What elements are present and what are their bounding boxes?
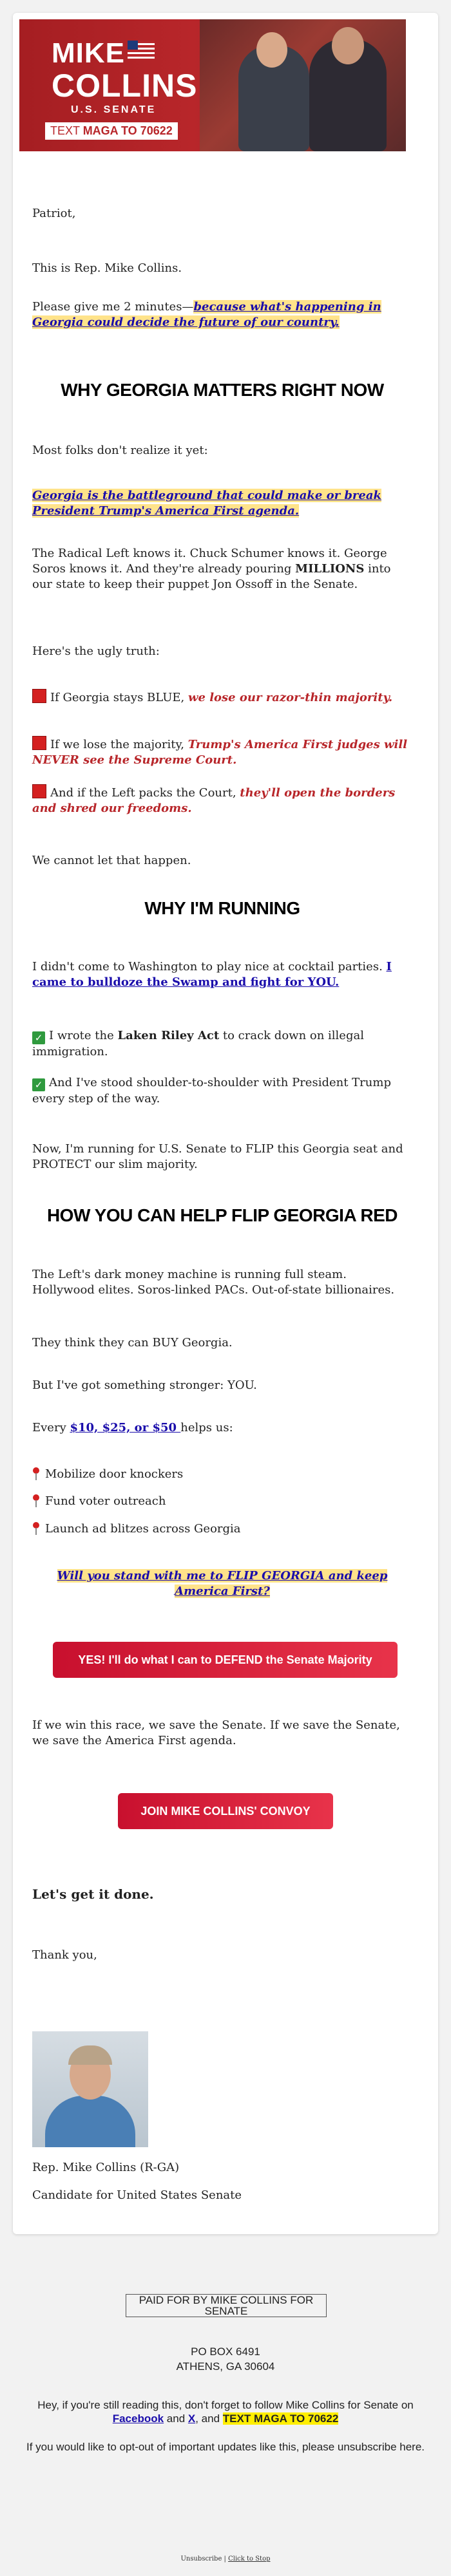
paragraph-13: If we win this race, we save the Senate. If we save the Senate, we save the America First agenda. bbox=[32, 1718, 400, 1747]
truth-item-2: If we lose the majority, Trump's America First judges will NEVER see the Supreme Court. bbox=[32, 736, 412, 768]
paragraph-11: But I've got something stronger: YOU. bbox=[32, 1378, 257, 1392]
x-link[interactable]: X bbox=[187, 2412, 196, 2425]
pin-icon bbox=[32, 1494, 40, 1507]
unsubscribe-line: Unsubscribe | Click to Stop bbox=[180, 2555, 271, 2562]
candidate-photo bbox=[32, 2031, 148, 2147]
city-address: ATHENS, GA 30604 bbox=[176, 2360, 275, 2373]
banner-name-line2: COLLINS bbox=[52, 68, 198, 104]
thanks: Thank you, bbox=[32, 1948, 97, 1962]
paragraph-4: The Radical Left knows it. Chuck Schumer knows it. George Soros knows it. And they're already pouring MILLIONS into our state to keep their puppet Jon Ossoff in the Senate. bbox=[32, 547, 391, 591]
paragraph-10: They think they can BUY Georgia. bbox=[32, 1336, 233, 1349]
red-square-icon bbox=[32, 689, 46, 703]
pin-icon bbox=[32, 1522, 40, 1535]
paid-for-disclaimer: PAID FOR BY MIKE COLLINS FOR SENATE bbox=[126, 2294, 327, 2317]
paragraph-5: Here's the ugly truth: bbox=[32, 644, 160, 658]
paragraph-3 bbox=[32, 488, 412, 519]
heading-how-help: HOW YOU CAN HELP FLIP GEORGIA RED bbox=[46, 1205, 398, 1225]
bullet-item-3: Launch ad blitzes across Georgia bbox=[32, 1521, 412, 1537]
paragraph-6: We cannot let that happen. bbox=[32, 854, 191, 867]
paragraph-7: I didn't come to Washington to play nice at cocktail parties. I came to bulldoze the Swamp and fight for YOU. bbox=[32, 960, 392, 989]
paragraph-12: Every $10, $25, or $50 helps us: bbox=[32, 1421, 233, 1434]
check-icon: ✓ bbox=[32, 1078, 45, 1091]
header-banner[interactable] bbox=[19, 19, 406, 151]
red-square-icon bbox=[32, 784, 46, 798]
click-to-stop-link[interactable]: Click to Stop bbox=[228, 2555, 271, 2562]
flag-icon bbox=[128, 41, 155, 60]
check-item-2: ✓ And I've stood shoulder-to-shoulder with President Trump every step of the way. bbox=[32, 1076, 391, 1105]
paragraph-1: Please give me 2 minutes—because what's happening in Georgia could decide the future of our country. bbox=[32, 300, 381, 329]
highlight-link[interactable]: because what's happening in Georgia could decide the future of our country. bbox=[32, 300, 381, 329]
follow-text: Hey, if you're still reading this, don't forget to follow Mike Collins for Senate on Facebook and X, and TEXT MAGA TO 70622 bbox=[37, 2399, 414, 2425]
po-box: PO BOX 6491 bbox=[191, 2346, 260, 2358]
pin-icon bbox=[32, 1467, 40, 1480]
paragraph-9: The Left's dark money machine is running full steam. Hollywood elites. Soros-linked PACs. Out-of-state billionaires. bbox=[32, 1268, 395, 1297]
banner-name-line1: MIKE bbox=[52, 37, 125, 69]
greeting: Patriot, bbox=[32, 207, 76, 220]
red-square-icon bbox=[32, 736, 46, 750]
paragraph-2: Most folks don't realize it yet: bbox=[32, 444, 208, 457]
banner-text-code: TEXT MAGA TO 70622 bbox=[45, 122, 178, 140]
optout-text[interactable]: If you would like to opt-out of important updates like this, please unsubscribe here. bbox=[26, 2441, 425, 2453]
ask-link[interactable]: Will you stand with me to FLIP GEORGIA and keep America First? bbox=[57, 1569, 388, 1598]
facebook-link[interactable]: Facebook bbox=[112, 2412, 164, 2425]
ask-paragraph bbox=[32, 1568, 412, 1599]
defend-majority-button[interactable]: YES! I'll do what I can to DEFEND the Senate Majority bbox=[53, 1642, 398, 1678]
closing-line: Let's get it done. bbox=[32, 1886, 154, 1902]
check-item-1: ✓ I wrote the Laken Riley Act to crack down on illegal immigration. bbox=[32, 1029, 364, 1058]
paragraph-8: Now, I'm running for U.S. Senate to FLIP this Georgia seat and PROTECT our slim majority. bbox=[32, 1142, 403, 1171]
heading-why-running: WHY I'M RUNNING bbox=[144, 898, 300, 918]
check-icon: ✓ bbox=[32, 1031, 45, 1044]
donation-amounts-link[interactable]: $10, $25, or $50 bbox=[70, 1421, 181, 1434]
heading-why-georgia: WHY GEORGIA MATTERS RIGHT NOW bbox=[61, 380, 384, 400]
banner-subtitle: U.S. SENATE bbox=[71, 104, 157, 115]
text-code-badge: TEXT MAGA TO 70622 bbox=[222, 2412, 339, 2425]
truth-item-3: And if the Left packs the Court, they'll open the borders and shred our freedoms. bbox=[32, 784, 412, 816]
intro: This is Rep. Mike Collins. bbox=[32, 261, 182, 275]
bullet-item-2: Fund voter outreach bbox=[32, 1494, 412, 1509]
join-convoy-button[interactable]: JOIN MIKE COLLINS' CONVOY bbox=[118, 1793, 333, 1829]
banner-photo bbox=[200, 19, 406, 151]
truth-item-1: If Georgia stays BLUE, we lose our razor-thin majority. bbox=[32, 689, 412, 706]
bullet-item-1: Mobilize door knockers bbox=[32, 1467, 412, 1482]
bulldoze-link[interactable]: I came to bulldoze the Swamp and fight for YOU. bbox=[32, 960, 392, 989]
signature-title: Candidate for United States Senate bbox=[32, 2188, 242, 2202]
highlight-link[interactable]: Georgia is the battleground that could make or break President Trump's America First agenda. bbox=[32, 489, 381, 518]
signature-name: Rep. Mike Collins (R-GA) bbox=[32, 2161, 180, 2174]
